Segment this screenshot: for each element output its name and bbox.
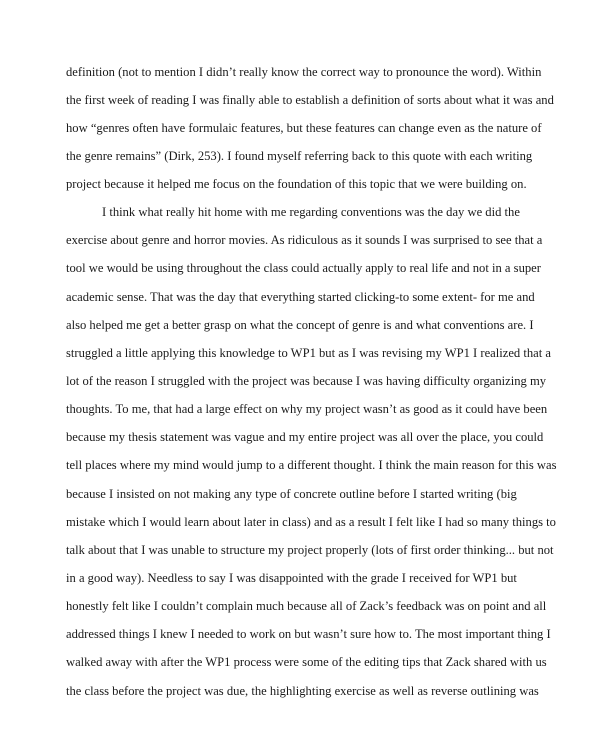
text-line: thoughts. To me, that had a large effect on why my project wasn’t as good as it could have been bbox=[66, 402, 548, 416]
text-line: because I insisted on not making any type of concrete outline before I started writing (big bbox=[66, 487, 517, 501]
text-line: the class before the project was due, the highlighting exercise as well as reverse outlining was bbox=[66, 684, 539, 698]
text-line: walked away with after the WP1 process were some of the editing tips that Zack shared with us bbox=[66, 655, 547, 669]
text-line: project because it helped me focus on the foundation of this topic that we were building on. bbox=[66, 177, 527, 191]
text-line: mistake which I would learn about later in class) and as a result I felt like I had so many things to bbox=[66, 515, 556, 529]
text-line: definition (not to mention I didn’t really know the correct way to pronounce the word). Within bbox=[66, 65, 542, 79]
text-line: addressed things I knew I needed to work on but wasn’t sure how to. The most important thing I bbox=[66, 627, 551, 641]
text-line: the genre remains” (Dirk, 253). I found myself referring back to this quote with each writing bbox=[66, 149, 533, 163]
text-line: talk about that I was unable to structure my project properly (lots of first order thinking... but not bbox=[66, 543, 554, 557]
text-line: the first week of reading I was finally able to establish a definition of sorts about what it was and bbox=[66, 93, 554, 107]
text-line: because my thesis statement was vague and my entire project was all over the place, you could bbox=[66, 430, 544, 444]
text-line: how “genres often have formulaic features, but these features can change even as the nature of bbox=[66, 121, 542, 135]
text-line: lot of the reason I struggled with the project was because I was having difficulty organizing my bbox=[66, 374, 547, 388]
text-line: academic sense. That was the day that everything started clicking-to some extent- for me and bbox=[66, 290, 535, 304]
text-line: tell places where my mind would jump to a different thought. I think the main reason for this was bbox=[66, 458, 557, 472]
text-line: honestly felt like I couldn’t complain much because all of Zack’s feedback was on point and all bbox=[66, 599, 547, 613]
text-line: tool we would be using throughout the class could actually apply to real life and not in a super bbox=[66, 261, 541, 275]
text-line: struggled a little applying this knowledge to WP1 but as I was revising my WP1 I realized that a bbox=[66, 346, 552, 360]
text-line: also helped me get a better grasp on what the concept of genre is and what conventions are. I bbox=[66, 318, 534, 332]
paragraph-first-line: I think what really hit home with me regarding conventions was the day we did the bbox=[102, 205, 520, 219]
text-line: in a good way). Needless to say I was disappointed with the grade I received for WP1 but bbox=[66, 571, 517, 585]
text-line: exercise about genre and horror movies. As ridiculous as it sounds I was surprised to see that a bbox=[66, 233, 543, 247]
